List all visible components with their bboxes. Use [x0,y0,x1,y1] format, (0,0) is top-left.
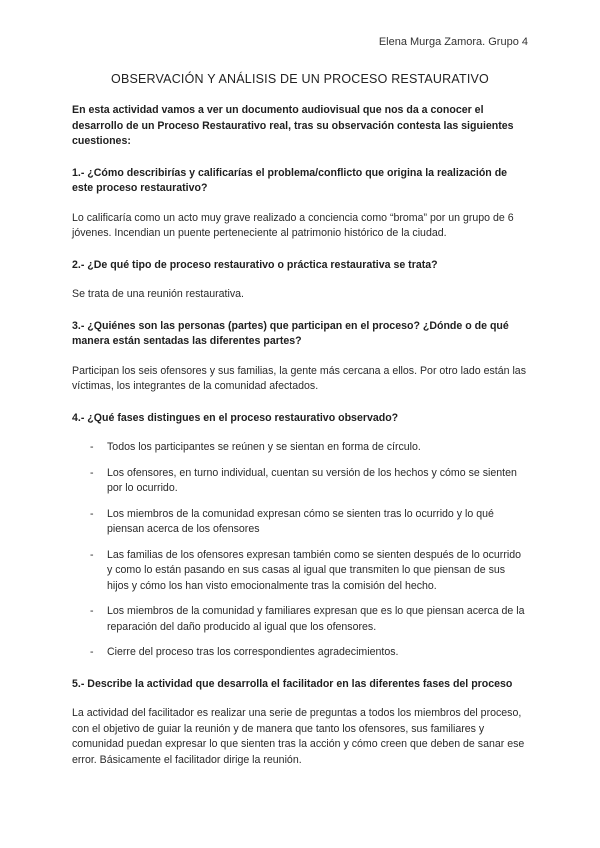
intro-paragraph: En esta actividad vamos a ver un documento audiovisual que nos da a conocer el desarrollo de un Proceso Restaurativo real, tras su observación contesta las siguientes cuestiones: [72,104,514,147]
list-item-text: Las familias de los ofensores expresan también como se sienten después de lo ocurrido y como lo están pasando en sus casas al igual que transmiten lo que piensan de sus hijos y cómo los han visto emocionalmente tras la comisión del hecho. [107,548,521,592]
answer-1: Lo calificaría como un acto muy grave realizado a conciencia como “broma” por un grupo de 6 jóvenes. Incendian un puente perteneciente al patrimonio histórico de la ciudad. [72,211,514,239]
question-3: 3.- ¿Quiénes son las personas (partes) que participan en el proceso? ¿Dónde o de qué manera están sentadas las diferentes partes? [72,319,509,347]
question-1: 1.- ¿Cómo describirías y calificarías el problema/conflicto que origina la realización de este proceso restaurativo? [72,166,508,194]
dash-bullet: - [90,605,94,617]
list-item-text: Cierre del proceso tras los correspondientes agradecimientos. [107,646,399,658]
list-item-text: Los ofensores, en turno individual, cuentan su versión de los hechos y cómo se sienten por lo ocurrido. [107,466,517,494]
list-item-text: Los miembros de la comunidad expresan cómo se sienten tras lo ocurrido y lo qué piensan acerca de los ofensores [107,507,494,535]
dash-bullet: - [90,466,94,479]
list-item-text: Los miembros de la comunidad y familiares expresan que es lo que piensan acerca de la reparación del daño producido al igual que los ofensores. [107,605,525,633]
list-item [72,548,528,595]
question-5: 5.- Describe la actividad que desarrolla el facilitador en las diferentes fases del proceso [72,677,513,690]
list-item-text: Todos los participantes se reúnen y se sientan en forma de círculo. [107,441,421,453]
author-line: Elena Murga Zamora. Grupo 4 [378,36,528,48]
dash-bullet: - [90,646,94,658]
document-title: OBSERVACIÓN Y ANÁLISIS DE UN PROCESO RESTAURATIVO [111,72,489,86]
dash-bullet: - [90,507,94,520]
list-item [72,507,528,538]
answer-5: La actividad del facilitador es realizar una serie de preguntas a todos los miembros del proceso, con el objetivo de guiar la reunión y de manera que tanto los ofensores, sus familiares y comunidad puedan expresar lo que sienten tras la acción y cómo creen que deben de sanar ese error. Básicamente el facilitador dirige la reunión. [72,707,525,766]
answer-2: Se trata de una reunión restaurativa. [72,288,244,300]
list-item [72,645,528,661]
dash-bullet: - [90,441,94,453]
dash-bullet: - [90,548,94,561]
document-body [72,103,528,784]
list-item [72,440,528,456]
question-2: 2.- ¿De qué tipo de proceso restaurativo o práctica restaurativa se trata? [72,258,438,271]
list-item [72,466,528,497]
answer-3: Participan los seis ofensores y sus familias, la gente más cercana a ellos. Por otro lado están las víctimas, los integrantes de la comunidad afectados. [72,364,526,392]
phases-list [72,440,528,661]
list-item [72,604,528,635]
question-4: 4.- ¿Qué fases distingues en el proceso restaurativo observado? [72,411,399,424]
